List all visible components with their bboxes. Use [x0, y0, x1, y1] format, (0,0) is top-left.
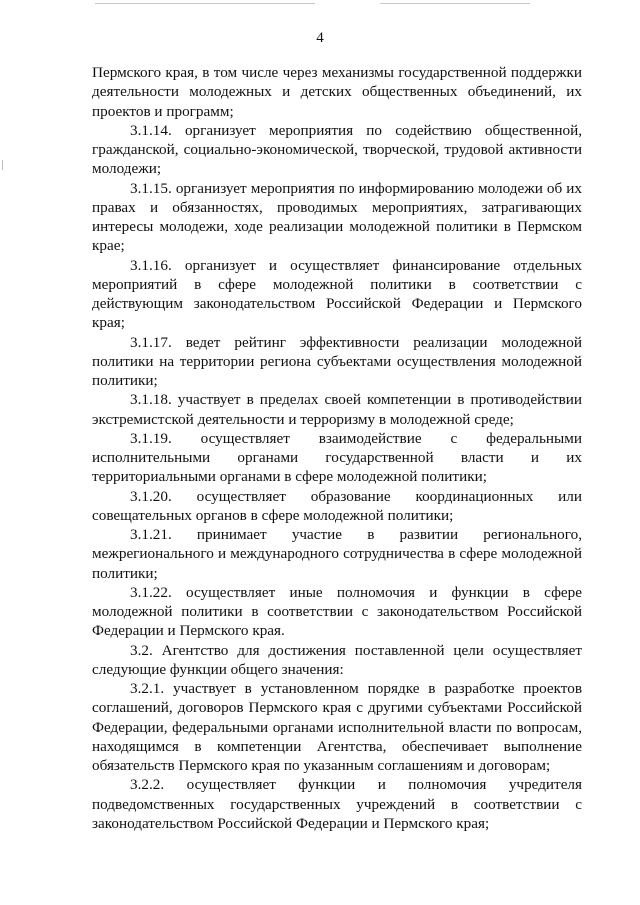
- scan-edge-line: [95, 3, 315, 4]
- paragraph: 3.1.20. осуществляет образование координационных или совещательных органов в сфере молодежной политики;: [92, 487, 582, 524]
- paragraph: Пермского края, в том числе через механизмы государственной поддержки деятельности молодежных и детских общественных объединений, их проектов и программ;: [92, 64, 582, 120]
- paragraph: 3.1.21. принимает участие в развитии регионального, межрегионального и международного сотрудничества в сфере молодежной политики;: [92, 526, 582, 582]
- paragraph: 3.1.15. организует мероприятия по информированию молодежи об их правах и обязанностях, проводимых мероприятиях, затрагивающих интересы молодежи, ходе реализации молодежной политики в Пермском крае;: [92, 179, 582, 255]
- page-number: 4: [316, 30, 324, 46]
- paragraph: 3.1.19. осуществляет взаимодействие с федеральными исполнительными органами государственной власти и их территориальными органами в сфере молодежной политики;: [92, 429, 582, 486]
- paragraph: 3.2. Агентство для достижения поставленной цели осуществляет следующие функции общего значения:: [92, 641, 582, 678]
- paragraph: 3.1.14. организует мероприятия по содействию общественной, гражданской, социально-экономической, творческой, трудовой активности молодежи;: [92, 121, 582, 178]
- scan-edge-line: [380, 3, 530, 4]
- paragraph: 3.2.1. участвует в установленном порядке в разработке проектов соглашений, договоров Пермского края с другими субъектами Российской Федерации, федеральными органами исполнительной власти по вопросам, находящимся в компетенции Агентства, обеспечивает выполнение обязательств Пермского края по указанным соглашениям и договорам;: [92, 680, 582, 774]
- paragraph: 3.1.17. ведет рейтинг эффективности реализации молодежной политики на территории региона субъектами осуществления молодежной политики;: [92, 333, 582, 389]
- paragraph: 3.1.18. участвует в пределах своей компетенции в противодействии экстремистской деятельности и терроризму в молодежной среде;: [92, 391, 582, 428]
- paragraph: 3.1.16. организует и осуществляет финансирование отдельных мероприятий в сфере молодежной политики в соответствии с действующим законодательством Российской Федерации и Пермского края;: [92, 256, 582, 332]
- scan-edge-mark: [2, 160, 3, 170]
- document-body: [92, 63, 582, 833]
- paragraph: 3.1.22. осуществляет иные полномочия и функции в сфере молодежной политики в соответствии с законодательством Российской Федерации и Пермского края.: [92, 583, 582, 640]
- paragraph: 3.2.2. осуществляет функции и полномочия учредителя подведомственных государственных учреждений в соответствии с законодательством Российской Федерации и Пермского края;: [92, 776, 582, 832]
